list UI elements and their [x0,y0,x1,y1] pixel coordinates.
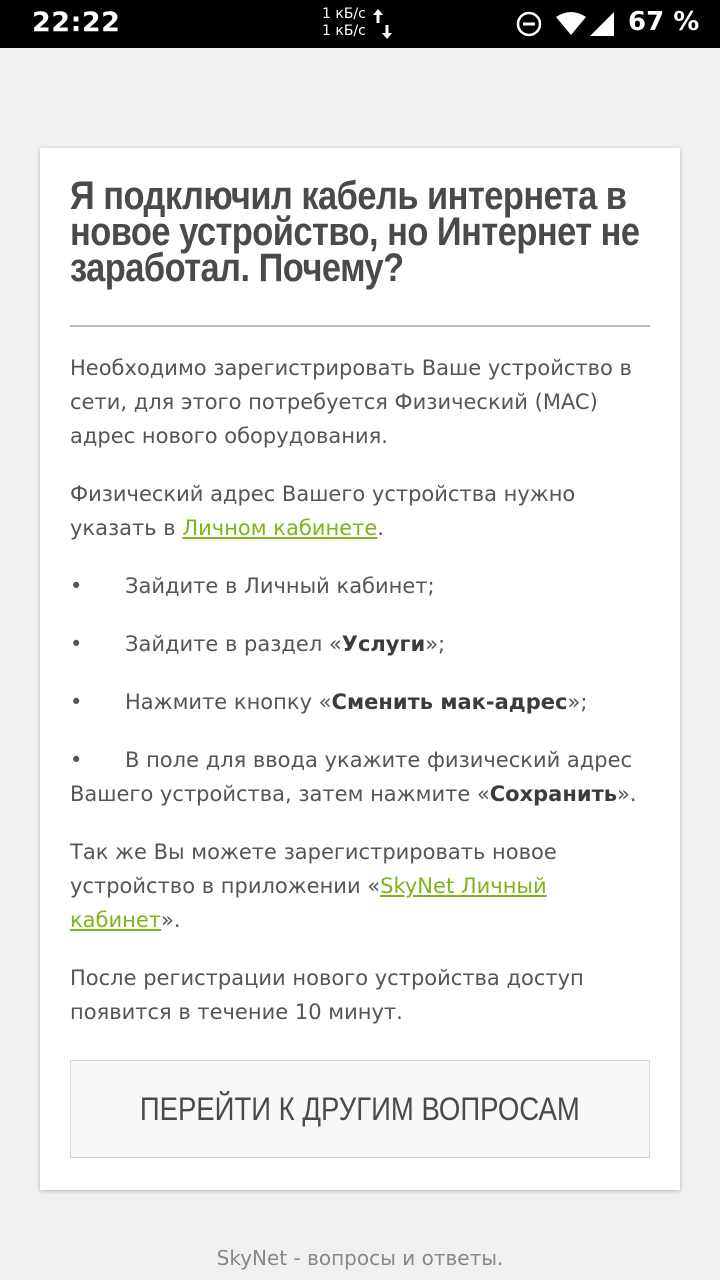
step-4-post: ». [617,782,637,806]
step-1 [70,569,660,603]
answer-paragraph-4: После регистрации нового устройства доступ появится в течение 10 минут. [70,966,584,1024]
step-3-pre: Нажмите кнопку « [125,690,332,714]
network-speed [322,6,366,40]
network-speed-up: 1 кБ/с [322,6,366,22]
network-speed-down: 1 кБ/с [322,23,366,39]
step-2-bold: Услуги [341,632,426,656]
other-questions-button-label: ПЕРЕЙТИ К ДРУГИМ ВОПРОСАМ [140,1090,580,1127]
step-2-post: »; [425,632,446,656]
do-not-disturb-icon [516,11,542,37]
step-3-bold: Сменить мак-адрес [331,690,568,714]
bullet: • [70,748,83,772]
answer-paragraph-3-text: Так же Вы можете зарегистрировать новое устройство в приложении « [70,840,557,898]
title-divider [70,325,650,327]
question-title: Я подключил кабель интернета в новое устройство, но Интернет не заработал. Почему? [70,174,640,290]
answer-paragraph-3-end: ». [161,908,181,932]
answer-paragraph-2-text: Физический адрес Вашего устройства нужно указать в [70,482,576,540]
status-bar [0,0,720,48]
skynet-app-link[interactable]: SkyNet Личный кабинет [70,874,547,932]
step-3-post: »; [567,690,588,714]
personal-account-link[interactable]: Личном кабинете [182,516,378,540]
battery-level: 67 % [628,7,700,37]
wifi-icon [556,12,586,36]
cell-signal-icon [590,12,614,36]
data-transfer-icon [372,7,394,41]
step-2 [70,627,660,661]
bullet: • [70,574,83,598]
bullet: • [70,632,83,656]
footer-text: SkyNet - вопросы и ответы. [216,1246,504,1270]
answer-paragraph-1: Необходимо зарегистрировать Ваше устройство в сети, для этого потребуется Физический (MAC) адрес нового оборудования. [70,356,632,448]
step-4 [70,743,660,811]
status-time: 22:22 [32,7,121,38]
bullet: • [70,690,83,714]
answer-paragraph-2 [70,477,660,545]
step-4-bold: Сохранить [489,782,618,806]
step-3 [70,685,660,719]
step-2-pre: Зайдите в раздел « [125,632,342,656]
other-questions-button[interactable] [70,1060,650,1158]
step-1-text: Зайдите в Личный кабинет; [125,574,435,598]
answer-paragraph-3 [70,835,660,937]
step-4-pre: В поле для ввода укажите физический адрес Вашего устройства, затем нажмите « [70,748,633,806]
answer-paragraph-2-end: . [377,516,384,540]
faq-card [40,148,680,1190]
